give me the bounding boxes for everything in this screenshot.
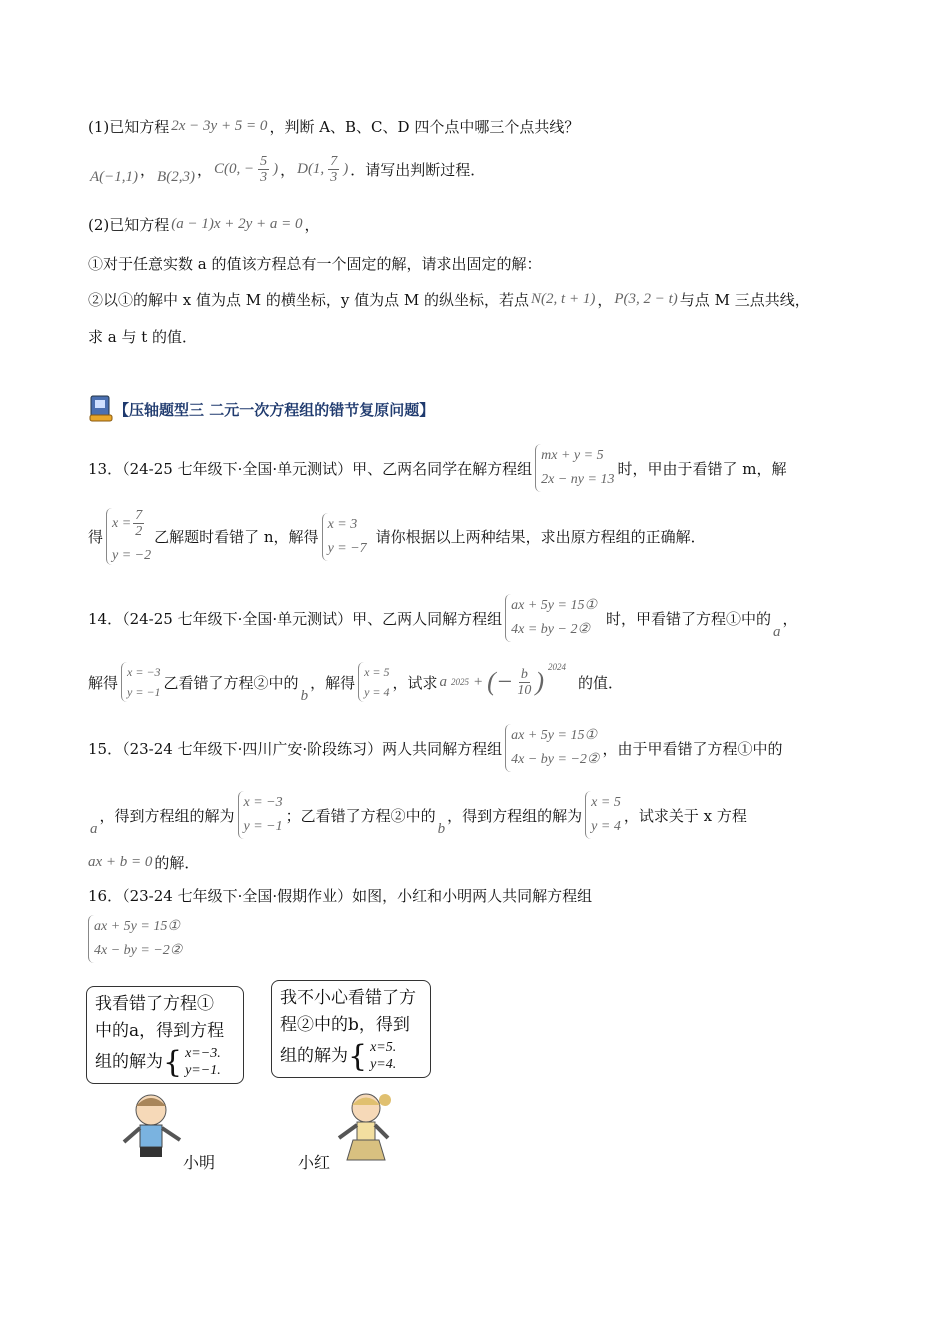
- boy-illustration: [118, 1092, 188, 1167]
- text: ，解得: [310, 673, 356, 692]
- section-header: [88, 394, 434, 424]
- eq: 2x − ny = 13: [541, 472, 615, 487]
- eq: 4x − by = −2②: [511, 752, 600, 767]
- q15-line2: [88, 791, 747, 839]
- eq: x = 5: [591, 795, 621, 810]
- text: ，试求: [392, 673, 438, 692]
- sep: ，: [280, 161, 296, 179]
- text: (1)已知方程: [88, 118, 170, 136]
- exponent: 2025: [451, 677, 470, 687]
- den: 3: [260, 170, 268, 185]
- solution-system: [358, 662, 389, 702]
- text: 我看错了方程①: [95, 994, 214, 1014]
- fraction: [517, 667, 531, 698]
- text: 与点 M 三点共线，: [679, 291, 810, 309]
- q13-line2: [88, 508, 706, 565]
- eq: x=5.: [370, 1040, 397, 1055]
- q12-points: [88, 154, 485, 185]
- point-d: D(1,: [297, 161, 325, 177]
- eq: ax + 5y = 15①: [94, 919, 180, 934]
- paren: ): [535, 667, 545, 696]
- sep: ，: [196, 161, 212, 179]
- q15-line3: [88, 852, 199, 873]
- eq: 4x = by − 2②: [511, 622, 591, 637]
- text: ，: [304, 216, 320, 234]
- text: 的解．: [154, 854, 200, 872]
- eq: x = 3: [327, 516, 358, 532]
- text: 15．（23-24 七年级下·四川广安·阶段练习）两人共同解方程组: [88, 739, 503, 758]
- speech-bubble-xiaoming: 我看错了方程① 中的a，得到方程 组的解为 { x=−3. y=−1.: [86, 986, 244, 1084]
- equation-system: [505, 724, 599, 772]
- text: 乙看错了方程②中的: [163, 673, 299, 692]
- text: ；乙看错了方程②中的: [285, 806, 436, 825]
- solution-system: [322, 513, 367, 561]
- solution-system: [238, 791, 283, 839]
- eq: 4x − by = −2②: [94, 943, 183, 958]
- equation: ax + b = 0: [88, 854, 153, 870]
- num: 7: [135, 508, 143, 523]
- text: 求 a 与 t 的值．: [88, 328, 198, 346]
- eq: x = 5: [364, 665, 390, 679]
- eq: y = −2: [112, 548, 152, 563]
- var: a: [90, 820, 98, 837]
- name-xiaoming: 小明: [183, 1153, 216, 1172]
- text: ，由于甲看错了方程①中的: [602, 739, 783, 758]
- eq: y=4.: [370, 1057, 397, 1072]
- text: 程②中的b，得到: [280, 1015, 410, 1035]
- text: ，判断 A、B、C、D 四个点中哪三个点共线？: [269, 118, 580, 136]
- eq: y = 4: [364, 685, 390, 699]
- eq: y=−1.: [185, 1063, 221, 1078]
- sep: ，: [597, 291, 613, 309]
- eq: ax + 5y = 15①: [511, 598, 598, 613]
- var: b: [300, 687, 309, 704]
- text: ①对于任意实数 a 的值该方程总有一个固定的解，请求出固定的解：: [88, 255, 542, 273]
- text: ．请写出判断过程．: [350, 161, 486, 179]
- equation-system: [505, 594, 597, 642]
- paren: ): [273, 161, 279, 177]
- fraction: [258, 154, 269, 185]
- point-n: N(2, t + 1): [531, 291, 596, 307]
- eq: y = −7: [327, 540, 367, 556]
- text: ，试求关于 x 方程: [623, 806, 747, 825]
- point-b: B(2,3): [157, 169, 195, 185]
- q12-sub2: [88, 289, 810, 310]
- q16-line1: [88, 885, 592, 906]
- text: 的值．: [578, 673, 624, 692]
- eq: y = 4: [591, 819, 621, 834]
- q13-line1: [88, 444, 786, 492]
- exponent: 2024: [548, 662, 567, 672]
- fraction: [328, 154, 339, 185]
- solution-system: [106, 508, 151, 565]
- q12-sub1: [88, 253, 541, 274]
- sep: ，: [782, 609, 798, 628]
- eq: x=−3.: [185, 1046, 221, 1061]
- text: 时，甲看错了方程①中的: [606, 609, 772, 628]
- op: +: [473, 673, 484, 690]
- den: 10: [517, 682, 532, 698]
- eq: x = −3: [127, 665, 161, 679]
- num: b: [520, 666, 528, 682]
- eq: mx + y = 5: [541, 448, 604, 463]
- num: 5: [260, 154, 268, 169]
- text: 16．（23-24 七年级下·全国·假期作业）如图，小红和小明两人共同解方程组: [88, 887, 593, 905]
- q14-line1: [88, 594, 798, 642]
- text: (2)已知方程: [88, 216, 170, 234]
- solution-system: [121, 662, 161, 702]
- girl-illustration: [333, 1090, 403, 1168]
- equation: (a − 1)x + 2y + a = 0: [171, 216, 303, 232]
- point-c: C(0, −: [213, 161, 255, 177]
- text: 14．（24-25 七年级下·全国·单元测试）甲、乙两人同解方程组: [88, 609, 503, 628]
- q15-line1: [88, 724, 782, 772]
- text: 组的解为: [280, 1045, 348, 1066]
- den: 2: [135, 524, 143, 539]
- equation: 2x − 3y + 5 = 0: [171, 118, 268, 134]
- text: 得: [88, 528, 104, 546]
- equation-system: [88, 915, 182, 963]
- text: 我不小心看错了方: [280, 988, 416, 1008]
- eq: x = −3: [243, 795, 283, 810]
- eq: y = −1: [127, 685, 161, 699]
- name-xiaohong: 小红: [298, 1153, 331, 1172]
- q12-sub3: [88, 326, 197, 347]
- point-p: P(3, 2 − t): [614, 291, 678, 307]
- point-a: A(−1,1): [90, 169, 139, 185]
- book-icon: [88, 394, 114, 424]
- den: 3: [330, 170, 338, 185]
- paren: ): [343, 161, 349, 177]
- sep: ，: [140, 161, 156, 179]
- solution-system: [585, 791, 621, 839]
- equation-system: [535, 444, 614, 492]
- text: 组的解为: [95, 1051, 163, 1072]
- text: 13．（24-25 七年级下·全国·单元测试）甲、乙两名同学在解方程组: [88, 459, 533, 478]
- num: 7: [330, 154, 338, 169]
- expr: a: [439, 673, 448, 690]
- text: 解得: [88, 673, 119, 692]
- solution-system: [370, 1039, 396, 1073]
- var: b: [437, 820, 446, 837]
- q16-system: [88, 915, 185, 963]
- text: 时，甲由于看错了 m，解: [617, 459, 787, 478]
- text: ②以①的解中 x 值为点 M 的横坐标，y 值为点 M 的纵坐标，若点: [88, 291, 530, 309]
- eq: ax + 5y = 15①: [511, 728, 598, 743]
- text: 中的a，得到方程: [95, 1021, 225, 1041]
- text: ，得到方程组的解为: [99, 806, 235, 825]
- q12-part2: [88, 214, 320, 235]
- q12-part1: [88, 116, 579, 137]
- var: a: [773, 623, 781, 640]
- eq: x =: [112, 515, 132, 531]
- speech-bubble-xiaohong: 我不小心看错了方 程②中的b，得到 组的解为 { x=5. y=4.: [271, 980, 431, 1078]
- q14-line2: [88, 662, 623, 702]
- paren: (−: [487, 667, 514, 696]
- section-title: 【压轴题型三 二元一次方程组的错节复原问题】: [114, 400, 435, 419]
- text: 乙解题时看错了 n，解得: [154, 528, 319, 546]
- text: 请你根据以上两种结果，求出原方程组的正确解．: [375, 528, 706, 546]
- solution-system: [185, 1045, 221, 1079]
- eq: y = −1: [243, 819, 283, 834]
- text: ，得到方程组的解为: [447, 806, 583, 825]
